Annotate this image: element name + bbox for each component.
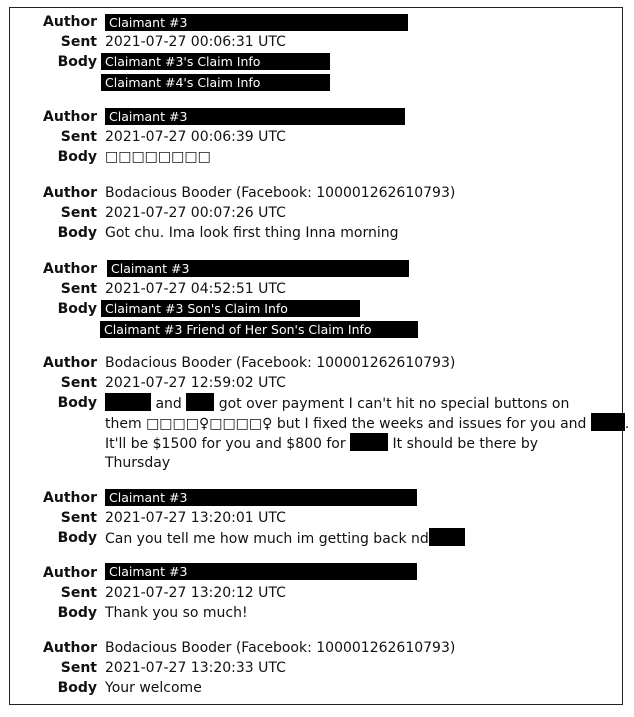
redacted-author: Claimant #3 xyxy=(105,108,405,125)
redacted-body-line: Claimant #3 Son's Claim Info xyxy=(101,300,360,317)
body-value: Your welcome xyxy=(105,680,202,696)
body-label: Body xyxy=(57,301,97,317)
body-text: It'll be $1500 for you and $800 for xyxy=(105,436,346,452)
sent-label: Sent xyxy=(60,585,97,601)
body-text: and xyxy=(155,396,182,412)
author-label: Author xyxy=(43,640,97,656)
body-line-4: Thursday xyxy=(105,455,171,471)
body-text: . xyxy=(624,416,630,432)
redaction-block xyxy=(186,393,214,411)
author-label: Author xyxy=(43,14,97,30)
body-text: Can you tell me how much im getting back nd xyxy=(105,531,429,547)
redacted-body-line: Claimant #4's Claim Info xyxy=(101,74,330,91)
body-label: Body xyxy=(57,680,97,696)
sent-label: Sent xyxy=(60,281,97,297)
sent-label: Sent xyxy=(60,129,97,145)
sent-value: 2021-07-27 12:59:02 UTC xyxy=(105,375,286,391)
author-value: Bodacious Booder (Facebook: 100001262610793) xyxy=(105,355,456,371)
author-label: Author xyxy=(43,109,97,125)
author-label: Author xyxy=(43,565,97,581)
author-value: Bodacious Booder (Facebook: 100001262610793) xyxy=(105,640,456,656)
sent-value: 2021-07-27 04:52:51 UTC xyxy=(105,281,286,297)
body-text: It should be there by xyxy=(392,436,539,452)
redacted-author: Claimant #3 xyxy=(107,260,409,277)
author-label: Author xyxy=(43,261,97,277)
body-label: Body xyxy=(57,54,97,70)
redacted-author: Claimant #3 xyxy=(105,563,417,580)
author-label: Author xyxy=(43,490,97,506)
body-value: □□□□□□□□ xyxy=(105,149,211,165)
body-label: Body xyxy=(57,605,97,621)
sent-label: Sent xyxy=(60,660,97,676)
redacted-author: Claimant #3 xyxy=(105,14,408,31)
body-label: Body xyxy=(57,530,97,546)
author-label: Author xyxy=(43,355,97,371)
body-value: Thank you so much! xyxy=(105,605,248,621)
redacted-body-line: Claimant #3's Claim Info xyxy=(101,53,330,70)
redaction-block xyxy=(591,413,625,431)
body-value xyxy=(105,528,465,549)
body-text: got over payment I can't hit no special buttons on xyxy=(218,396,570,412)
redaction-block xyxy=(429,528,465,546)
body-line-3 xyxy=(105,433,538,454)
sent-label: Sent xyxy=(60,510,97,526)
sent-value: 2021-07-27 13:20:12 UTC xyxy=(105,585,286,601)
body-line-1 xyxy=(105,393,569,414)
redacted-author: Claimant #3 xyxy=(105,489,417,506)
body-label: Body xyxy=(57,225,97,241)
redaction-block xyxy=(350,433,388,451)
redacted-body-line: Claimant #3 Friend of Her Son's Claim Info xyxy=(100,321,418,338)
sent-value: 2021-07-27 00:07:26 UTC xyxy=(105,205,286,221)
sent-label: Sent xyxy=(60,375,97,391)
body-value: Got chu. Ima look first thing Inna morning xyxy=(105,225,399,241)
sent-value: 2021-07-27 00:06:39 UTC xyxy=(105,129,286,145)
sent-value: 2021-07-27 13:20:01 UTC xyxy=(105,510,286,526)
body-line-2 xyxy=(105,413,629,434)
body-label: Body xyxy=(57,149,97,165)
sent-value: 2021-07-27 13:20:33 UTC xyxy=(105,660,286,676)
body-text: them □□□□♀□□□□♀ but I fixed the weeks and issues for you and xyxy=(105,416,587,432)
author-label: Author xyxy=(43,185,97,201)
body-label: Body xyxy=(57,395,97,411)
sent-value: 2021-07-27 00:06:31 UTC xyxy=(105,34,286,50)
author-value: Bodacious Booder (Facebook: 100001262610793) xyxy=(105,185,456,201)
sent-label: Sent xyxy=(60,205,97,221)
sent-label: Sent xyxy=(60,34,97,50)
redaction-block xyxy=(105,393,151,411)
